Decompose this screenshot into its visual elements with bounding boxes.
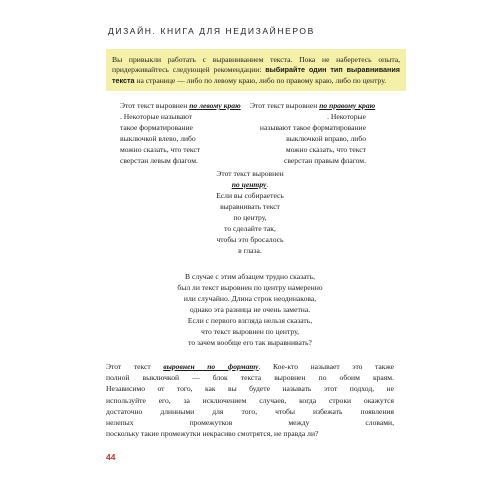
- paragraph-line: [250, 100, 376, 111]
- paragraph-line: [180, 179, 320, 190]
- paragraph-line: . Некоторые называют: [120, 112, 193, 121]
- right-aligned-paragraph: [250, 100, 376, 166]
- line-text: .: [266, 180, 269, 189]
- paragraph-line: можно сказать, что текст: [120, 145, 201, 154]
- emphasis-justified: выровнен по формату: [163, 362, 259, 371]
- paragraph-line: Если с первого взгляда нельзя сказать,: [187, 316, 313, 325]
- intro-callout: [106, 49, 406, 91]
- paragraph-line: выравнивать текст: [220, 202, 280, 211]
- intro-text-pre: Вы привыкли работать с выравниванием текста. Пока не наберетесь опыта, придерживайтесь следующей рекомендации:: [112, 55, 400, 75]
- paragraph-line: что текст выровнен по центру,: [200, 327, 300, 336]
- paragraph-line: по центру,: [233, 213, 267, 222]
- paragraph-line: или случайно. Длина строк неодинакова,: [183, 294, 317, 303]
- emphasis-right: [319, 101, 375, 110]
- intro-text-post: на странице — либо по левому краю, либо по правому краю, либо по центру.: [134, 75, 387, 85]
- paragraph-line: Если вы собираетесь: [216, 191, 284, 200]
- paragraph-line: выключкой влево, либо: [120, 134, 196, 143]
- line-text: Этот текст выровнен: [250, 101, 320, 110]
- paragraph-line: В случае с этим абзацем трудно сказать,: [185, 272, 315, 281]
- line-text: . Кое-кто называет это также: [258, 362, 395, 371]
- intro-text-bold: выбирайте один тип выравнивания текста: [112, 65, 400, 85]
- paragraph-line: можно сказать, что текст: [285, 145, 366, 154]
- line-text: Этот текст выровнен: [120, 101, 190, 110]
- emphasis-left: [189, 101, 240, 110]
- left-aligned-paragraph: [120, 100, 241, 166]
- paragraph-line: Этот текст выровнен: [216, 169, 284, 178]
- paragraph-line: достаточно длинными для того, чтобы избежать появления: [106, 406, 394, 416]
- paragraph-line: чтобы это бросалось: [216, 235, 284, 244]
- emphasis-text: по левому краю: [189, 101, 241, 110]
- paragraph-line: . Некоторые: [327, 112, 366, 121]
- paragraph-line: поскольку такие промежутки некрасиво смотрятся, не правда ли?: [106, 429, 319, 439]
- paragraph-line: однако эта разница не очень заметна.: [189, 305, 311, 314]
- page-number: 44: [106, 452, 116, 462]
- line-text: Этот текст: [106, 362, 164, 371]
- paragraph-line: используйте его, за исключением случаев, когда строки окажутся: [106, 395, 394, 405]
- paragraph-line: полной выключкой — блок текста выровнен по обоим краям.: [106, 373, 394, 383]
- paragraph-line: был ли текст выровнен по центру намеренно: [177, 283, 323, 292]
- paragraph-line: [106, 361, 394, 372]
- running-header: ДИЗАЙН. КНИГА ДЛЯ НЕДИЗАЙНЕРОВ: [108, 26, 315, 36]
- paragraph-line: [120, 100, 241, 111]
- paragraph-line: Независимо от того, как вы будете называть этот подход, не: [106, 384, 394, 394]
- center-aligned-paragraph: [180, 168, 320, 256]
- paragraph-line: то зачем вообще его так выравнивать?: [188, 338, 312, 347]
- emphasis-center: по центру: [231, 180, 267, 189]
- paragraph-line: сверстан левым флагом.: [120, 156, 198, 165]
- justified-paragraph: [106, 361, 394, 439]
- paragraph-line: сверстан правым флагом.: [284, 156, 366, 165]
- paragraph-line: называют такое форматирование: [259, 123, 366, 132]
- paragraph-line: то сделайте так,: [224, 224, 276, 233]
- center-aligned-paragraph-2: [160, 271, 340, 348]
- paragraph-line: нелепых промежутков между словами,: [106, 418, 394, 428]
- paragraph-line: в глаза.: [238, 246, 262, 255]
- emphasis-text: по правому краю: [319, 101, 376, 110]
- paragraph-line: такое форматирование: [120, 123, 193, 132]
- paragraph-line: выключкой вправо, либо: [286, 134, 366, 143]
